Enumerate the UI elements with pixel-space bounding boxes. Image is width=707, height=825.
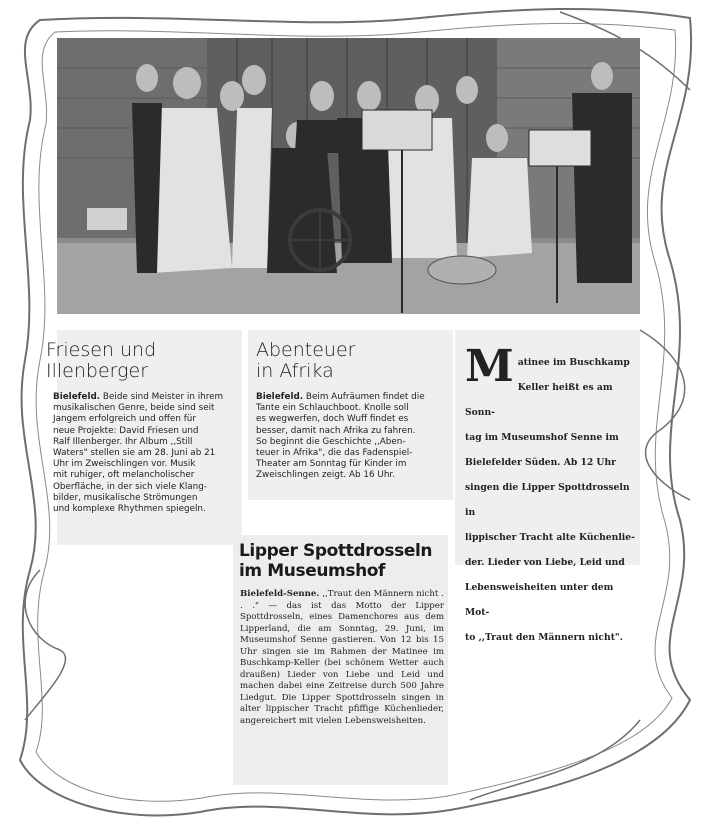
article-spottdrosseln-headline [239,541,449,581]
body-line: lippischer Tracht alte Küchenlie- [465,532,635,543]
headline-line: Lipper Spottdrosseln [239,541,433,561]
body-line: Jangem erfolgreich und offen für [53,414,196,425]
body-line: Lebensweisheiten unter dem Mot- [465,582,614,618]
dateline: Bielefeld-Senne. [240,589,320,599]
ribbon-twist-right [640,330,690,500]
article-friesen-headline [46,340,246,382]
body-line: Theater am Sonntag für Kinder im [256,459,407,470]
body-line: neue Projekte: David Friesen und [53,425,199,436]
article-abenteuer-headline [256,340,451,382]
body-line: Ralf Illenberger. Ihr Album ,,Still [53,436,193,447]
body-line: der. Lieder von Liebe, Leid und [465,557,625,568]
dateline: Bielefeld. [256,392,304,402]
headline-line: Abenteuer [256,339,356,361]
article-friesen [46,330,242,545]
body-line: und komplexe Rhythmen spiegeln. [53,504,206,515]
body-line: to ,,Traut den Männern nicht". [465,632,623,643]
article-matinee-body [465,341,637,650]
article-matinee [455,330,640,643]
body-line: Beim Aufräumen findet die [305,392,425,402]
body-line: Zweischlingen zeigt. Ab 16 Uhr. [256,470,396,481]
ribbon-twist-bottom [470,720,640,800]
body-line: tag im Museumshof Senne im [465,432,619,443]
headline-line: Illenberger [46,360,149,382]
body-line: bilder, musikalische Strömungen [53,492,198,503]
body-line: singen die Lipper Spottdrosseln in [465,482,630,518]
headline-line: im Museumshof [239,561,386,581]
body-line: besser, damit nach Afrika zu fahren. [256,425,416,436]
dateline: Bielefeld. [53,392,101,402]
body-line: Uhr im Zweischlingen vor. Musik [53,459,196,470]
body-line: Tante ein Schlauchboot. Knolle soll [256,403,409,414]
article-spottdrosseln-body [240,589,444,727]
body-line: teuer in Afrika", die das Fadenspiel- [256,448,413,459]
body-line: es wegwerfen, doch Wuff findet es [256,414,409,425]
article-spottdrosseln [233,535,448,785]
body-line: So beginnt die Geschichte ,,Aben- [256,436,406,447]
dropcap: M [465,341,514,392]
body-line: Waters" stellen sie am 28. Juni ab 21 [53,448,216,459]
choir-photo [57,38,640,314]
article-abenteuer-body [256,392,452,482]
body-line: Oberfläche, in der sich viele Klang- [53,481,207,492]
choir-photo-illustration [57,38,640,314]
headline-line: Friesen und [46,339,157,361]
body-line: mit ruhiger, oft melancholischer [53,470,195,481]
body-line: musikalischen Genre, beide sind seit [53,403,215,414]
ribbon-twist-left [25,570,65,720]
body-line: atinee im Buschkamp [517,357,630,368]
article-abenteuer [248,330,453,500]
body-text: ,,Traut den Männern nicht . . ." — das ist das Motto der Lipper Spottdrosseln, eines Damenchores aus dem Lipperland, die am Sonntag, 29. Juni, im Museumshof Senne gastieren. Von 12 bis 15 Uhr singen sie im Rahmen der Matinee im Buschkamp-Keller (bei schönem Wetter auch draußen) Lieder von Liebe und Leid und machen dabei eine Zeitreise durch 500 Jahre Liedgut. Die Lipper Spottdrosseln singen in alter lippischer Tracht pfiffige Küchenlieder, angereichert mit vielen Lebensweisheiten. [240,589,444,726]
article-friesen-body [53,392,238,515]
body-line: Beide sind Meister in ihrem [102,392,224,402]
body-line: Bielefelder Süden. Ab 12 Uhr [465,457,616,468]
headline-line: in Afrika [256,360,334,382]
body-line: Keller heißt es am Sonn- [465,382,613,418]
